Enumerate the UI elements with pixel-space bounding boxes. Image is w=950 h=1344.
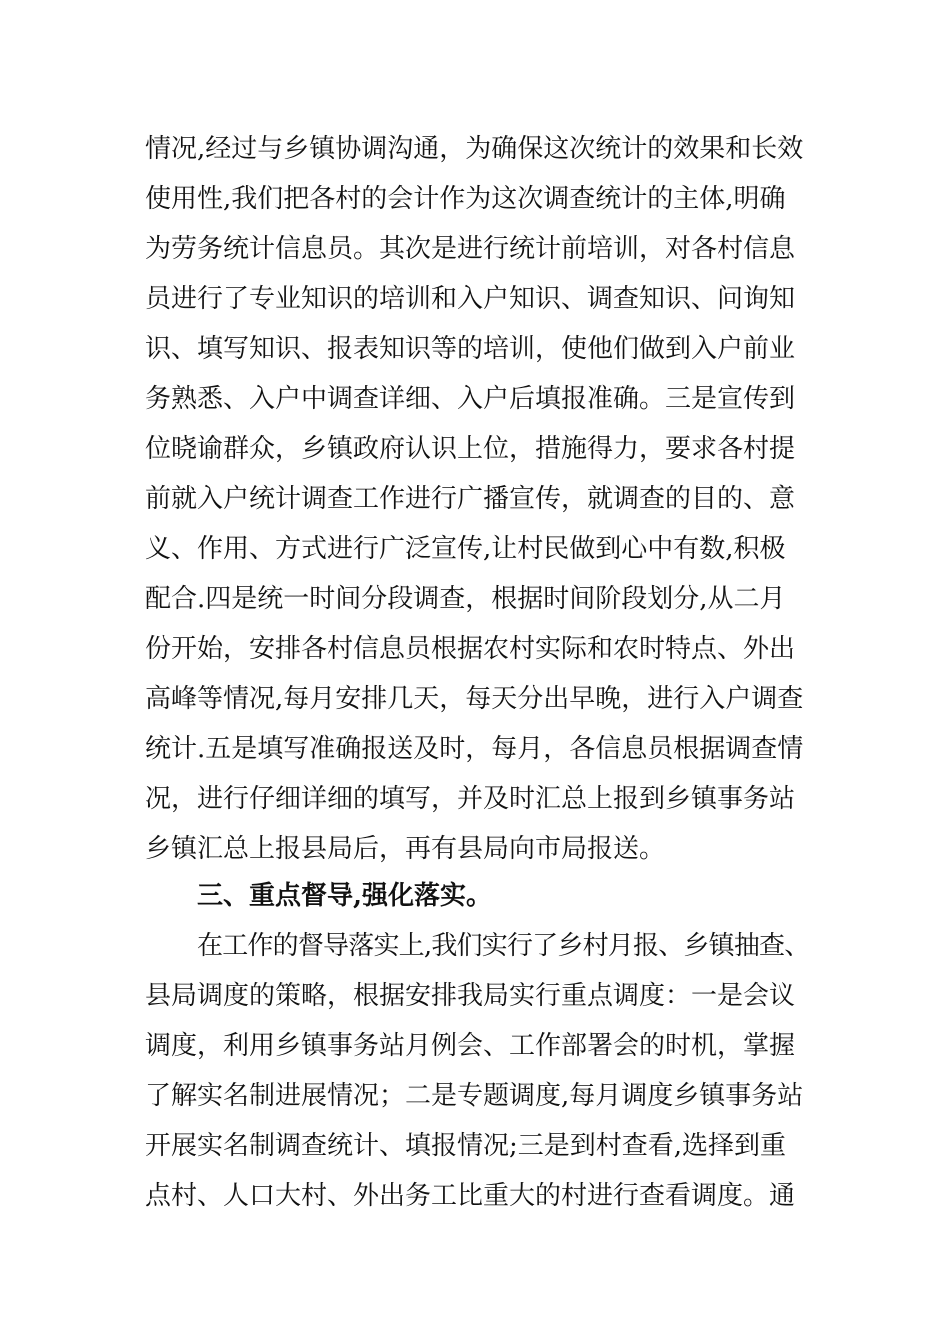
paragraph-line: 员进行了专业知识的培训和入户知识、调查知识、问询知	[145, 284, 796, 314]
paragraph-line: 义、作用、方式进行广泛宣传,让村民做到心中有数,积极	[145, 534, 786, 564]
paragraph-line: 乡镇汇总上报县局后，再有县局向市局报送。	[145, 834, 666, 864]
paragraph-line: 况，进行仔细详细的填写，并及时汇总上报到乡镇事务站	[145, 784, 796, 814]
paragraph-line: 开展实名制调查统计、填报情况;三是到村查看,选择到重	[145, 1131, 787, 1161]
paragraph-line: 位晓谕群众，乡镇政府认识上位，措施得力，要求各村提	[145, 434, 796, 464]
paragraph-line: 前就入户统计调查工作进行广播宣传，就调查的目的、意	[145, 484, 796, 514]
paragraph-line: 在工作的督导落实上,我们实行了乡村月报、乡镇抽查、	[197, 931, 810, 961]
paragraph-line: 使用性,我们把各村的会计作为这次调查统计的主体,明确	[145, 184, 786, 214]
paragraph-line: 识、填写知识、报表知识等的培训，使他们做到入户前业	[145, 334, 796, 364]
paragraph-line: 统计.五是填写准确报送及时，每月，各信息员根据调查情	[145, 734, 804, 764]
paragraph-line: 了解实名制进展情况；二是专题调度,每月调度乡镇事务站	[145, 1081, 804, 1111]
paragraph-line: 份开始，安排各村信息员根据农村实际和农时特点、外出	[145, 634, 796, 664]
paragraph-line: 配合.四是统一时间分段调查，根据时间阶段划分,从二月	[145, 584, 786, 614]
section-heading: 三、重点督导,强化落实。	[197, 881, 493, 911]
paragraph-line: 情况,经过与乡镇协调沟通，为确保这次统计的效果和长效	[145, 134, 804, 164]
paragraph-line: 为劳务统计信息员。其次是进行统计前培训，对各村信息	[145, 234, 796, 264]
paragraph-line: 县局调度的策略，根据安排我局实行重点调度：一是会议	[145, 981, 796, 1011]
paragraph-line: 调度，利用乡镇事务站月例会、工作部署会的时机，掌握	[145, 1031, 796, 1061]
paragraph-line: 高峰等情况,每月安排几天，每天分出早晚，进行入户调查	[145, 684, 804, 714]
paragraph-line: 务熟悉、入户中调查详细、入户后填报准确。三是宣传到	[145, 384, 796, 414]
paragraph-line: 点村、人口大村、外出务工比重大的村进行查看调度。通	[145, 1181, 796, 1211]
